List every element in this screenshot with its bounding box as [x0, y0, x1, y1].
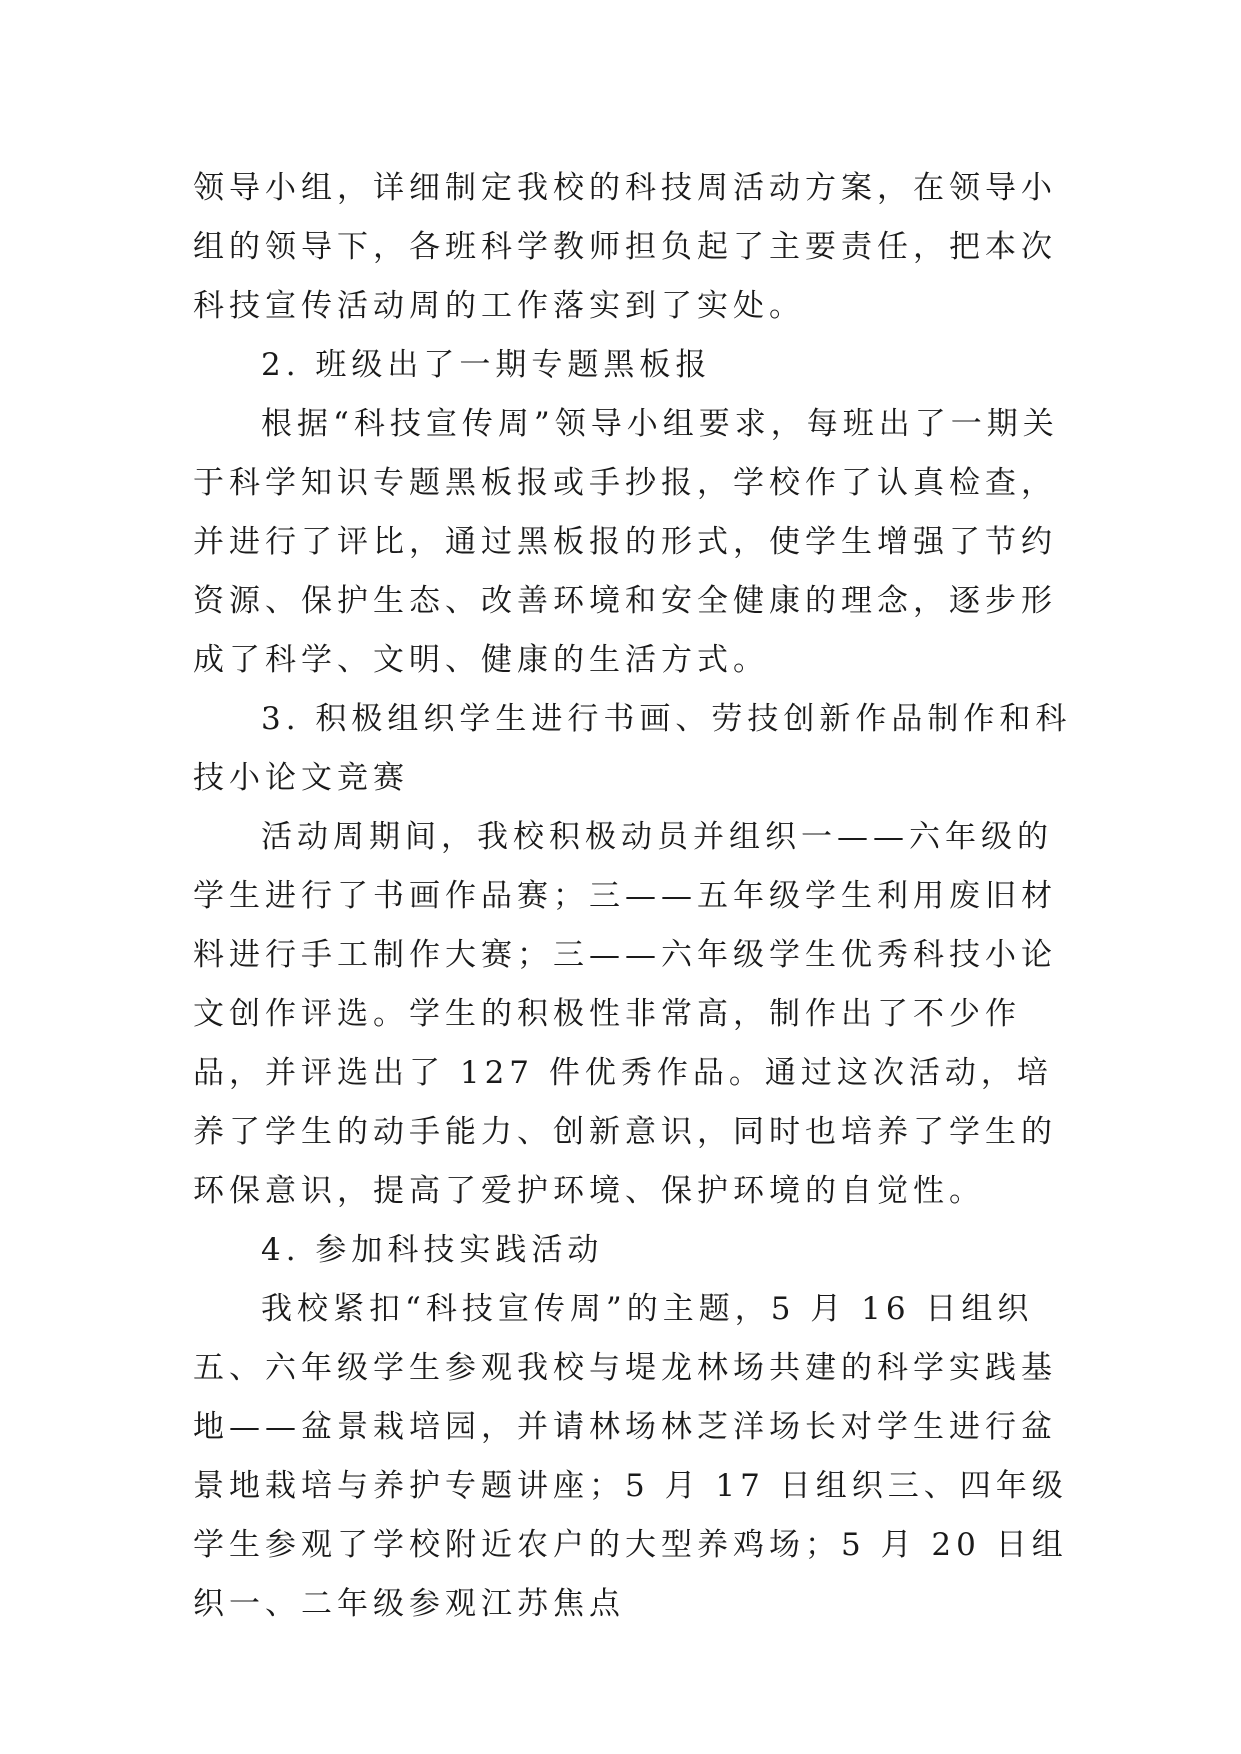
section-heading-competition: 3. 积极组织学生进行书画、劳技创新作品制作和科技小论文竞赛 — [193, 701, 1072, 796]
paragraph-blackboard: 根据“科技宣传周”领导小组要求，每班出了一期关于科学知识专题黑板报或手抄报，学校作了认真检查，并进行了评比，通过黑板报的形式，使学生增强了节约资源、保护生态、改善环境和安全健康的理念，逐步形成了科学、文明、健康的生活方式。 — [193, 406, 1059, 678]
section-heading-blackboard: 2. 班级出了一期专题黑板报 — [261, 347, 712, 383]
section-heading-practice: 4. 参加科技实践活动 — [261, 1232, 604, 1268]
paragraph-practice: 我校紧扣“科技宣传周”的主题，5 月 16 日组织五、六年级学生参观我校与堤龙林场共建的科学实践基地——盆景栽培园，并请林场林芝洋场长对学生进行盆景地栽培与养护专题讲座；5 月 17 日组织三、四年级学生参观了学校附近农户的大型养鸡场；5 月 20 日组织一、二年级参观江苏焦点 — [193, 1291, 1068, 1622]
document-page — [193, 159, 1073, 1634]
paragraph-competition: 活动周期间，我校积极动员并组织一——六年级的学生进行了书画作品赛；三——五年级学生利用废旧材料进行手工制作大赛；三——六年级学生优秀科技小论文创作评选。学生的积极性非常高，制作出了不少作品，并评选出了 127 件优秀作品。通过这次活动，培养了学生的动手能力、创新意识，同时也培养了学生的环保意识，提高了爱护环境、保护环境的自觉性。 — [193, 819, 1057, 1209]
paragraph-leadership-continued: 领导小组，详细制定我校的科技周活动方案，在领导小组的领导下，各班科学教师担负起了主要责任，把本次科技宣传活动周的工作落实到了实处。 — [193, 170, 1057, 324]
